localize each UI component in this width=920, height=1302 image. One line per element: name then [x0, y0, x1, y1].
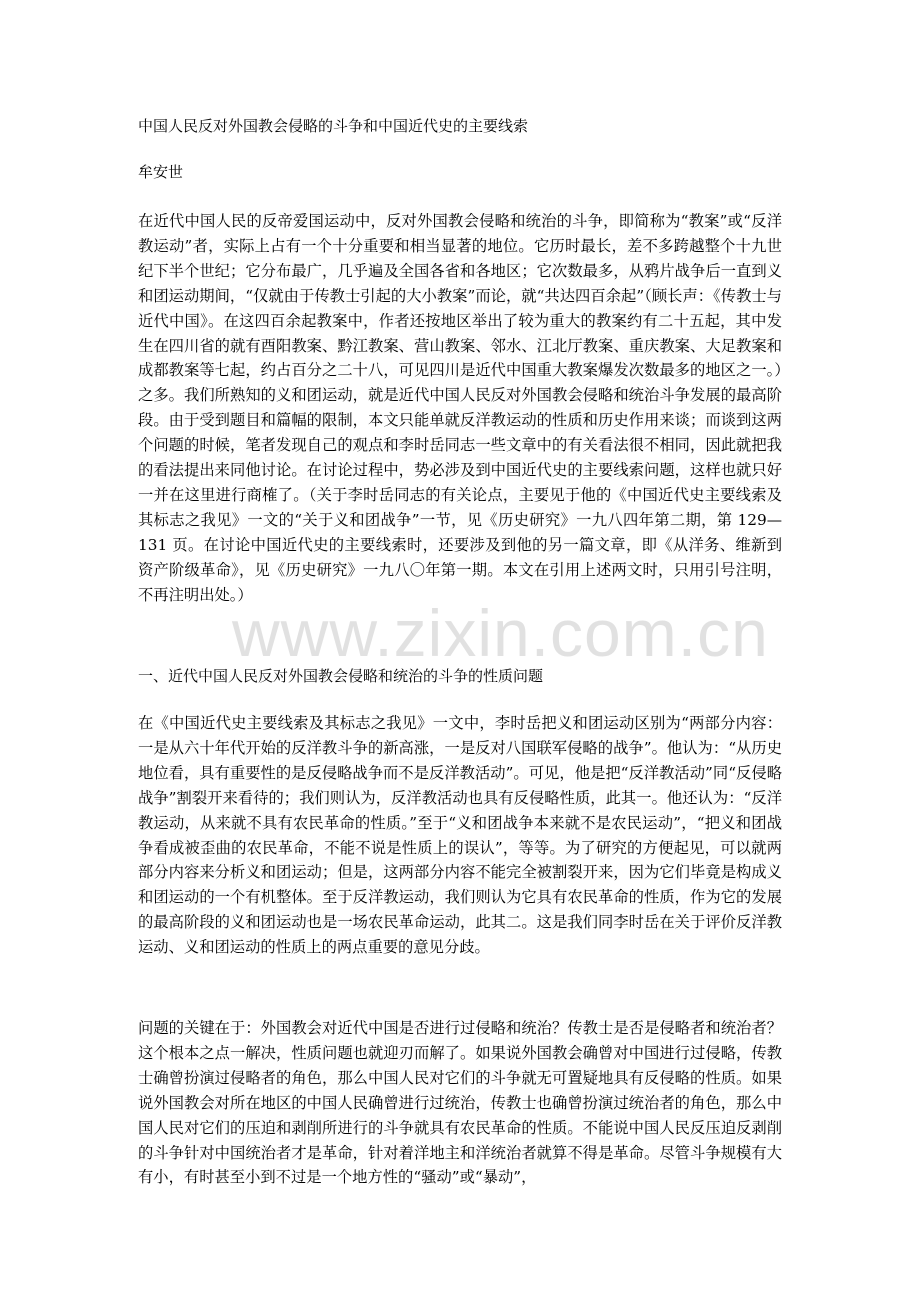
watermark-text: www.zixin.com.cn: [232, 596, 769, 670]
paragraph-section-1: 在《中国近代史主要线索及其标志之我见》一文中，李时岳把义和团运动区别为“两部分内容：一是从六十年代开始的反洋教斗争的新高涨，一是反对八国联军侵略的战争”。他认为：“从历史地位看，具有重要性的是反侵略战争而不是反洋教活动”。可见，他是把“反洋教活动”同“反侵略战争”割裂开来看待的；我们则认为，反洋教活动也具有反侵略性质，此其一。他还认为：“反洋教运动，从来就不具有农民革命的性质。”至于“义和团战争本来就不是农民运动”，“把义和团战争看成被歪曲的农民革命，不能不说是性质上的误认”，等等。为了研究的方便起见，可以就两部分内容来分析义和团运动；但是，这两部分内容不能完全被割裂开来，因为它们毕竟是构成义和团运动的一个有机整体。至于反洋教运动，我们则认为它具有农民革命的性质，作为它的发展的最高阶段的义和团运动也是一场农民革命运动，此其二。这是我们同李时岳在关于评价反洋教运动、义和团运动的性质上的两点重要的意见分歧。: [138, 714, 782, 957]
article-title: 中国人民反对外国教会侵略的斗争和中国近代史的主要线索: [138, 117, 529, 135]
article-author: 牟安世: [138, 163, 184, 181]
paragraph-section-2: 问题的关键在于：外国教会对近代中国是否进行过侵略和统治？传教士是否是侵略者和统治者？这个根本之点一解决，性质问题也就迎刃而解了。如果说外国教会确曾对中国进行过侵略，传教士确曾扮演过侵略者的角色，那么中国人民对它们的斗争就无可置疑地具有反侵略的性质。如果说外国教会对所在地区的中国人民确曾进行过统治，传教士也确曾扮演过统治者的角色，那么中国人民对它们的压迫和剥削所进行的斗争就具有农民革命的性质。不能说中国人民反压迫反剥削的斗争针对中国统治者才是革命，针对着洋地主和洋统治者就算不得是革命。尽管斗争规模有大有小，有时甚至小到不过是一个地方性的“骚动”或“暴动”，: [138, 1019, 782, 1187]
paragraph-intro: 在近代中国人民的反帝爱国运动中，反对外国教会侵略和统治的斗争，即简称为“教案”或“反洋教运动”者，实际上占有一个十分重要和相当显著的地位。它历时最长，差不多跨越整个十九世纪下半个世纪；它分布最广，几乎遍及全国各省和各地区；它次数最多，从鸦片战争后一直到义和团运动期间，“仅就由于传教士引起的大小教案”而论，就“共达四百余起”（顾长声：《传教士与近代中国》。在这四百余起教案中，作者还按地区举出了较为重大的教案约有二十五起，其中发生在四川省的就有酉阳教案、黔江教案、营山教案、邻水、江北厅教案、重庆教案、大足教案和成都教案等七起，约占百分之二十八，可见四川是近代中国重大教案爆发次数最多的地区之一。）之多。我们所熟知的义和团运动，就是近代中国人民反对外国教会侵略和统治斗争发展的最高阶段。由于受到题目和篇幅的限制，本文只能单就反洋教运动的性质和历史作用来谈；而谈到这两个问题的时候，笔者发现自己的观点和李时岳同志一些文章中的有关看法很不相同，因此就把我的看法提出来同他讨论。在讨论过程中，势必涉及到中国近代史的主要线索问题，这样也就只好一并在这里进行商榷了。（关于李时岳同志的有关论点，主要见于他的《中国近代史主要线索及其标志之我见》一文的“关于义和团战争”一节，见《历史研究》一九八四年第二期，第 129—131 页。在讨论中国近代史的主要线索时，还要涉及到他的另一篇文章，即《从洋务、维新到资产阶级革命》，见《历史研究》一九八〇年第一期。本文在引用上述两文时，只用引号注明，不再注明出处。）: [138, 212, 782, 604]
section-heading: 一、近代中国人民反对外国教会侵略和统治的斗争的性质问题: [138, 667, 544, 685]
